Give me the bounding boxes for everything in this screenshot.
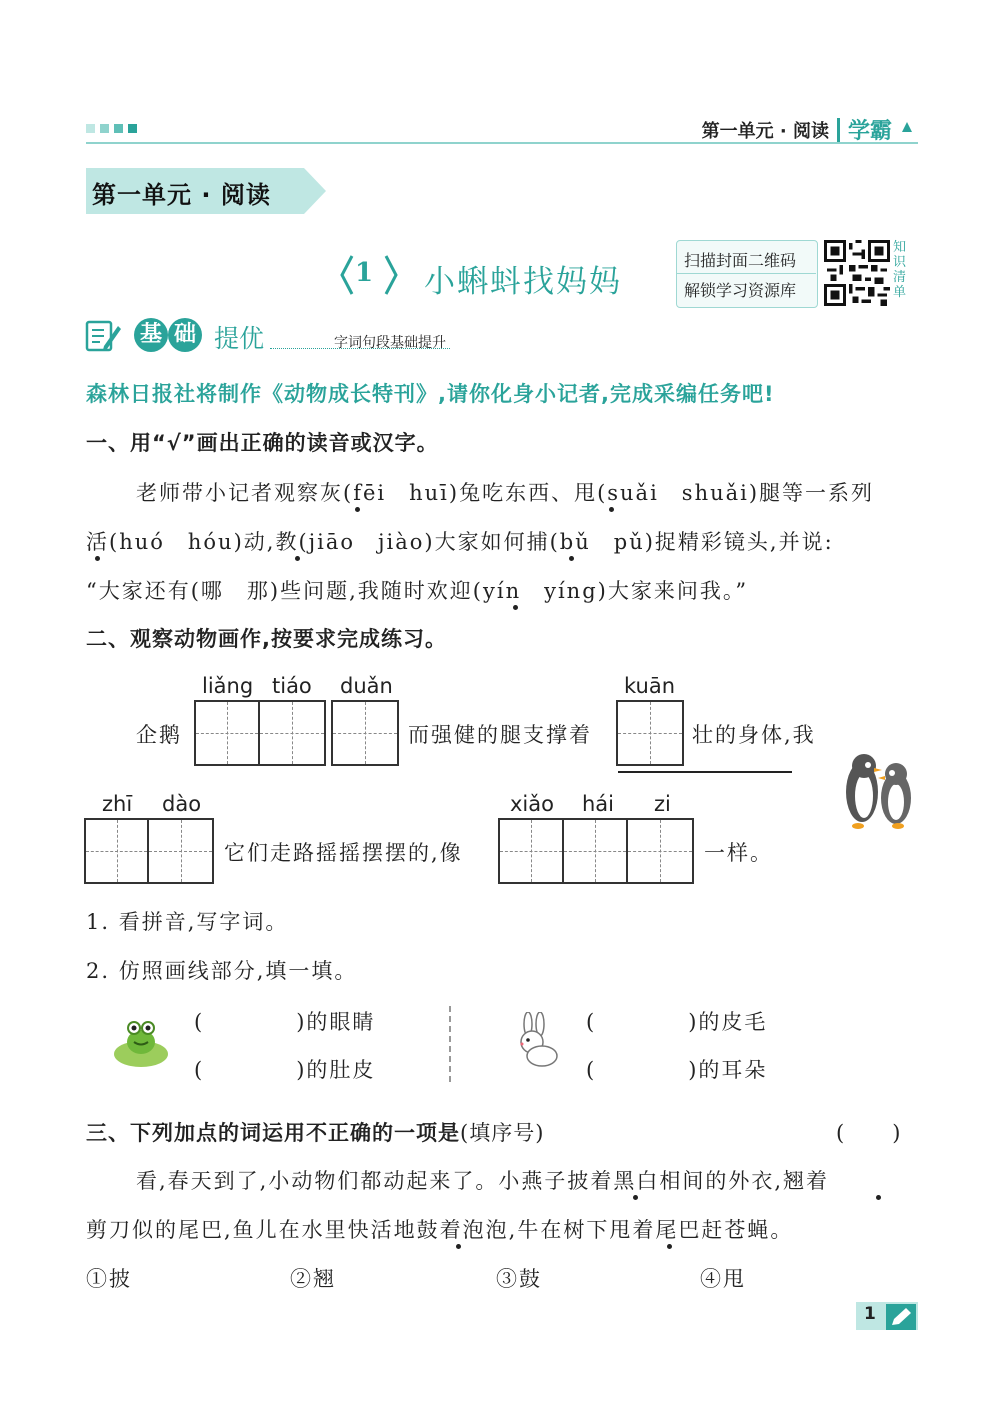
pinyin-kuan: kuān xyxy=(624,674,676,698)
emphasis-dot xyxy=(295,556,300,561)
fill-blank-ears[interactable]: ( )的耳朵 xyxy=(586,1058,768,1082)
qr-code-icon[interactable] xyxy=(824,240,890,306)
question-2-title: 二、观察动物画作,按要求完成练习。 xyxy=(86,627,447,651)
question-3-text: 三、下列加点的词运用不正确的一项是 xyxy=(86,1121,460,1145)
pinyin-duan: duǎn xyxy=(340,674,393,698)
fill-blank-belly[interactable]: ( )的肚皮 xyxy=(194,1058,376,1082)
pinyin-dao: dào xyxy=(162,792,202,816)
page-number: 1 xyxy=(864,1304,876,1324)
pinyin-zi: zi xyxy=(654,792,671,816)
resource-side-label: 知识清单 xyxy=(893,240,907,300)
graduation-cap-icon xyxy=(900,120,914,140)
option-3[interactable]: ③鼓 xyxy=(496,1267,542,1291)
column-divider xyxy=(449,1006,451,1082)
q2-subtask-1: 1. 看拼音,写字词。 xyxy=(86,910,289,934)
resource-note-line1: 扫描封面二维码 xyxy=(684,251,797,270)
lesson-number: 1 xyxy=(355,258,374,288)
header-decor-squares xyxy=(86,124,137,133)
notebook-pencil-icon xyxy=(84,318,122,354)
unit-banner-label: 第一单元 · 阅读 xyxy=(92,181,271,209)
q2-sentence1-end: 壮的身体,我 xyxy=(692,723,816,747)
answer-blank[interactable]: ( ) xyxy=(836,1121,903,1145)
model-underline xyxy=(618,771,792,773)
pinyin-xiao: xiǎo xyxy=(510,792,554,816)
q2-sentence2-middle: 它们走路摇摇摆摆的,像 xyxy=(224,841,463,865)
question-3-hint: (填序号) xyxy=(460,1121,545,1145)
header-divider xyxy=(837,118,840,142)
q1-line-1: 老师带小记者观察灰(fēi huī)兔吃东西、甩(suǎi shuǎi)腿等一系列 xyxy=(136,481,875,505)
q1-line-2: 活(huó hóu)动,教(jiāo jiào)大家如何捕(bǔ pǔ)捉精彩镜头,并说: xyxy=(86,530,834,554)
writing-grid-liangtiao[interactable] xyxy=(194,700,326,766)
question-1-title: 一、用“√”画出正确的读音或汉字。 xyxy=(86,431,439,455)
lesson-title: 小蝌蚪找妈妈 xyxy=(424,264,622,300)
task-intro: 森林日报社将制作《动物成长特刊》,请你化身小记者,完成采编任务吧! xyxy=(86,382,775,406)
brand-logo: 学霸 xyxy=(847,119,892,144)
q2-sentence1-middle: 而强健的腿支撑着 xyxy=(408,723,592,747)
section-dotted-rule xyxy=(270,348,450,349)
emphasis-dot xyxy=(355,507,360,512)
pinyin-zhi: zhī xyxy=(102,792,133,816)
emphasis-dot xyxy=(456,1244,461,1249)
section-subtitle: 字词句段基础提升 xyxy=(334,335,446,351)
q2-sentence2-end: 一样。 xyxy=(704,841,773,865)
q2-subtask-2: 2. 仿照画线部分,填一填。 xyxy=(86,959,358,983)
fill-blank-eyes[interactable]: ( )的眼睛 xyxy=(194,1010,376,1034)
resource-note-line2: 解锁学习资源库 xyxy=(684,281,797,300)
q2-sentence1-start: 企鹅 xyxy=(136,723,182,747)
pinyin-hai: hái xyxy=(582,792,615,816)
emphasis-dot xyxy=(609,507,614,512)
running-header xyxy=(702,114,914,145)
pinyin-tiao: tiáo xyxy=(272,674,312,698)
emphasis-dot xyxy=(633,1195,638,1200)
rabbit-illustration xyxy=(508,1012,564,1072)
writing-grid-xiaohaizi[interactable] xyxy=(498,818,694,884)
fill-blank-fur[interactable]: ( )的皮毛 xyxy=(586,1010,768,1034)
section-badge-ji: 基 xyxy=(134,318,168,352)
section-tag: 提优 xyxy=(214,324,265,353)
penguins-illustration xyxy=(838,746,922,832)
section-badge-chu: 础 xyxy=(168,318,202,352)
writing-grid-zhidao[interactable] xyxy=(84,818,214,884)
emphasis-dot xyxy=(95,556,100,561)
resource-note-divider xyxy=(677,273,816,274)
frog-illustration xyxy=(112,1012,170,1070)
writing-grid-duan[interactable] xyxy=(331,700,399,766)
pencil-icon xyxy=(886,1304,916,1330)
q3-passage-line1: 看,春天到了,小动物们都动起来了。小燕子披着黑白相间的外衣,翘着 xyxy=(136,1169,830,1193)
q1-line-3: “大家还有(哪 那)些问题,我随时欢迎(yín yíng)大家来问我。” xyxy=(86,579,749,603)
option-1[interactable]: ①披 xyxy=(86,1267,132,1291)
emphasis-dot xyxy=(876,1195,881,1200)
emphasis-dot xyxy=(667,1244,672,1249)
header-unit: 第一单元 · 阅读 xyxy=(701,120,829,142)
option-2[interactable]: ②翘 xyxy=(290,1267,336,1291)
question-3-title xyxy=(86,1117,544,1147)
writing-grid-kuan[interactable] xyxy=(616,700,684,766)
emphasis-dot xyxy=(569,556,574,561)
option-4[interactable]: ④甩 xyxy=(700,1267,746,1291)
pinyin-liang: liǎng xyxy=(202,674,254,698)
q3-passage-line2: 剪刀似的尾巴,鱼儿在水里快活地鼓着泡泡,牛在树下甩着尾巴赶苍蝇。 xyxy=(86,1218,794,1242)
emphasis-dot xyxy=(513,605,518,610)
